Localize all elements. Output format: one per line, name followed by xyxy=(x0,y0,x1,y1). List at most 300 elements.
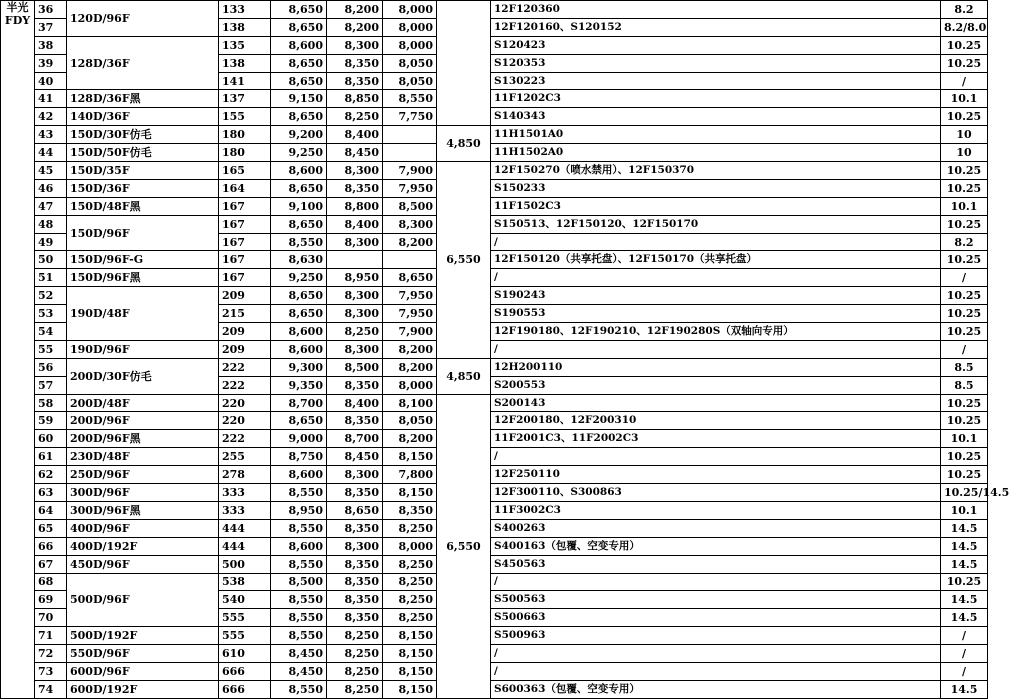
price-c: 7,750 xyxy=(383,108,437,126)
package-weight: 10.25/14.5 xyxy=(941,484,988,502)
price-c xyxy=(383,144,437,162)
table-row xyxy=(1,448,988,466)
batch-numbers: S500563 xyxy=(491,591,941,609)
price-c: 8,200 xyxy=(383,430,437,448)
batch-numbers: 12F120360 xyxy=(491,1,941,19)
table-row xyxy=(1,197,988,215)
row-number: 45 xyxy=(35,162,67,180)
table-row xyxy=(1,251,988,269)
price-b: 8,200 xyxy=(327,1,383,19)
package-weight: 10.25 xyxy=(941,305,988,323)
table-row xyxy=(1,519,988,537)
row-number: 63 xyxy=(35,484,67,502)
price-b: 8,350 xyxy=(327,484,383,502)
price-c: 8,150 xyxy=(383,680,437,698)
price-b: 8,350 xyxy=(327,573,383,591)
price-b: 8,350 xyxy=(327,376,383,394)
price-b: 8,350 xyxy=(327,54,383,72)
table-body xyxy=(1,1,1009,699)
product-spec: 150D/96F-G xyxy=(67,251,219,269)
price-c: 8,150 xyxy=(383,484,437,502)
price-a: 8,550 xyxy=(271,680,327,698)
price-c: 8,500 xyxy=(383,197,437,215)
price-b: 8,350 xyxy=(327,519,383,537)
table-row xyxy=(1,501,988,519)
unit-count: 222 xyxy=(219,376,271,394)
price-a: 9,300 xyxy=(271,358,327,376)
batch-numbers: S600363（包覆、空变专用） xyxy=(491,680,941,698)
price-a: 8,650 xyxy=(271,215,327,233)
batch-numbers: 12F150120（共享托盘）、12F150170（共享托盘） xyxy=(491,251,941,269)
price-b: 8,250 xyxy=(327,108,383,126)
price-c: 8,250 xyxy=(383,609,437,627)
package-weight: 14.5 xyxy=(941,519,988,537)
unit-count: 666 xyxy=(219,680,271,698)
price-a: 9,350 xyxy=(271,376,327,394)
price-c: 8,000 xyxy=(383,18,437,36)
price-c: 8,000 xyxy=(383,376,437,394)
price-a: 8,550 xyxy=(271,555,327,573)
product-spec: 200D/30F仿毛 xyxy=(67,358,219,394)
price-c: 7,800 xyxy=(383,466,437,484)
unit-count: 222 xyxy=(219,358,271,376)
price-a: 8,630 xyxy=(271,251,327,269)
price-c: 8,150 xyxy=(383,448,437,466)
price-c: 8,150 xyxy=(383,645,437,663)
unit-count: 167 xyxy=(219,233,271,251)
price-c: 8,000 xyxy=(383,36,437,54)
batch-numbers: 11H1502A0 xyxy=(491,144,941,162)
price-a: 8,550 xyxy=(271,609,327,627)
package-weight: 10.1 xyxy=(941,197,988,215)
package-weight: 10.25 xyxy=(941,162,988,180)
table-row xyxy=(1,627,988,645)
row-number: 68 xyxy=(35,573,67,591)
row-number: 40 xyxy=(35,72,67,90)
price-a: 8,650 xyxy=(271,54,327,72)
row-number: 60 xyxy=(35,430,67,448)
product-spec: 250D/96F xyxy=(67,466,219,484)
row-number: 36 xyxy=(35,1,67,19)
package-weight: / xyxy=(941,340,988,358)
batch-numbers: / xyxy=(491,573,941,591)
price-b: 8,300 xyxy=(327,287,383,305)
table-row xyxy=(1,555,988,573)
price-b: 8,350 xyxy=(327,591,383,609)
unit-count: 666 xyxy=(219,662,271,680)
product-spec: 500D/96F xyxy=(67,573,219,627)
price-a: 8,600 xyxy=(271,323,327,341)
batch-numbers: 12F150270（喷水禁用）、12F150370 xyxy=(491,162,941,180)
product-spec: 200D/96F xyxy=(67,412,219,430)
batch-numbers: S190243 xyxy=(491,287,941,305)
unit-count: 209 xyxy=(219,340,271,358)
unit-count: 444 xyxy=(219,537,271,555)
price-b: 8,250 xyxy=(327,323,383,341)
price-b: 8,350 xyxy=(327,412,383,430)
row-number: 67 xyxy=(35,555,67,573)
unit-count: 209 xyxy=(219,323,271,341)
package-weight: 10.25 xyxy=(941,323,988,341)
package-weight: 14.5 xyxy=(941,555,988,573)
product-spec: 600D/96F xyxy=(67,662,219,680)
price-a: 8,500 xyxy=(271,573,327,591)
table-row xyxy=(1,340,988,358)
price-b: 8,700 xyxy=(327,430,383,448)
row-number: 66 xyxy=(35,537,67,555)
package-weight: 14.5 xyxy=(941,591,988,609)
price-b: 8,300 xyxy=(327,233,383,251)
unit-count: 155 xyxy=(219,108,271,126)
package-weight: 10.25 xyxy=(941,251,988,269)
table-row xyxy=(1,269,988,287)
price-a: 9,000 xyxy=(271,430,327,448)
price-a: 8,950 xyxy=(271,501,327,519)
product-spec: 150D/35F xyxy=(67,162,219,180)
price-c xyxy=(383,126,437,144)
price-c: 7,900 xyxy=(383,323,437,341)
batch-numbers: S450563 xyxy=(491,555,941,573)
batch-numbers: 12F200180、12F200310 xyxy=(491,412,941,430)
price-c: 8,250 xyxy=(383,519,437,537)
package-weight: 8.2/8.0 xyxy=(941,18,988,36)
table-row xyxy=(1,144,988,162)
price-b: 8,250 xyxy=(327,627,383,645)
row-number: 47 xyxy=(35,197,67,215)
price-a: 8,750 xyxy=(271,448,327,466)
row-number: 73 xyxy=(35,662,67,680)
batch-numbers: S150513、12F150120、12F150170 xyxy=(491,215,941,233)
price-a: 8,600 xyxy=(271,466,327,484)
table-row xyxy=(1,662,988,680)
price-a: 8,650 xyxy=(271,179,327,197)
row-number: 56 xyxy=(35,358,67,376)
price-a: 8,550 xyxy=(271,627,327,645)
package-weight: 10.25 xyxy=(941,412,988,430)
price-a: 9,250 xyxy=(271,144,327,162)
row-number: 54 xyxy=(35,323,67,341)
batch-numbers: 11F1202C3 xyxy=(491,90,941,108)
product-spec: 150D/96F黑 xyxy=(67,269,219,287)
product-spec: 230D/48F xyxy=(67,448,219,466)
unit-count: 165 xyxy=(219,162,271,180)
row-number: 41 xyxy=(35,90,67,108)
unit-count: 215 xyxy=(219,305,271,323)
price-c: 8,250 xyxy=(383,555,437,573)
package-weight: 10.1 xyxy=(941,90,988,108)
package-weight: 10.25 xyxy=(941,36,988,54)
price-c: 8,250 xyxy=(383,591,437,609)
price-c: 8,100 xyxy=(383,394,437,412)
package-weight: 8.2 xyxy=(941,1,988,19)
unit-count: 133 xyxy=(219,1,271,19)
row-number: 44 xyxy=(35,144,67,162)
price-a: 8,650 xyxy=(271,287,327,305)
batch-numbers: 12F190180、12F190210、12F190280S（双轴向专用） xyxy=(491,323,941,341)
unit-count: 555 xyxy=(219,609,271,627)
row-number: 69 xyxy=(35,591,67,609)
row-number: 71 xyxy=(35,627,67,645)
package-weight: 10.25 xyxy=(941,287,988,305)
package-weight: / xyxy=(941,72,988,90)
batch-numbers: S500663 xyxy=(491,609,941,627)
price-a: 8,650 xyxy=(271,108,327,126)
table-row xyxy=(1,287,988,305)
price-a: 8,550 xyxy=(271,591,327,609)
unit-count: 220 xyxy=(219,412,271,430)
table-row xyxy=(1,162,988,180)
price-b: 8,300 xyxy=(327,305,383,323)
unit-count: 555 xyxy=(219,627,271,645)
price-b: 8,450 xyxy=(327,448,383,466)
price-b: 8,350 xyxy=(327,555,383,573)
row-number: 50 xyxy=(35,251,67,269)
unit-count: 222 xyxy=(219,430,271,448)
price-a: 9,200 xyxy=(271,126,327,144)
unit-count: 444 xyxy=(219,519,271,537)
price-b: 8,400 xyxy=(327,126,383,144)
row-number: 55 xyxy=(35,340,67,358)
price-b: 8,300 xyxy=(327,537,383,555)
product-spec: 190D/48F xyxy=(67,287,219,341)
price-b: 8,300 xyxy=(327,340,383,358)
table-row xyxy=(1,126,988,144)
unit-count: 141 xyxy=(219,72,271,90)
price-c: 8,200 xyxy=(383,340,437,358)
price-a: 9,250 xyxy=(271,269,327,287)
batch-numbers: S120423 xyxy=(491,36,941,54)
batch-numbers: S140343 xyxy=(491,108,941,126)
category-label xyxy=(1,1,35,699)
row-number: 39 xyxy=(35,54,67,72)
package-weight: 10.25 xyxy=(941,108,988,126)
price-c: 7,950 xyxy=(383,287,437,305)
group-price: 6,550 xyxy=(437,394,491,698)
product-spec: 600D/192F xyxy=(67,680,219,698)
package-weight: 10.25 xyxy=(941,54,988,72)
package-weight: / xyxy=(941,662,988,680)
unit-count: 333 xyxy=(219,484,271,502)
unit-count: 540 xyxy=(219,591,271,609)
price-b: 8,250 xyxy=(327,645,383,663)
package-weight: / xyxy=(941,645,988,663)
row-number: 72 xyxy=(35,645,67,663)
price-c: 7,950 xyxy=(383,179,437,197)
price-a: 8,550 xyxy=(271,519,327,537)
product-spec: 550D/96F xyxy=(67,645,219,663)
table-row xyxy=(1,36,988,54)
unit-count: 167 xyxy=(219,269,271,287)
product-spec: 150D/96F xyxy=(67,215,219,251)
package-weight: 10.25 xyxy=(941,179,988,197)
package-weight: 8.5 xyxy=(941,376,988,394)
price-a: 8,700 xyxy=(271,394,327,412)
price-c: 8,350 xyxy=(383,501,437,519)
price-c: 8,150 xyxy=(383,662,437,680)
price-c: 8,000 xyxy=(383,1,437,19)
unit-count: 220 xyxy=(219,394,271,412)
batch-numbers: S400163（包覆、空变专用） xyxy=(491,537,941,555)
price-a: 8,550 xyxy=(271,484,327,502)
price-c xyxy=(383,251,437,269)
batch-numbers: S150233 xyxy=(491,179,941,197)
batch-numbers: S130223 xyxy=(491,72,941,90)
product-spec: 190D/96F xyxy=(67,340,219,358)
batch-numbers: / xyxy=(491,448,941,466)
price-c: 8,000 xyxy=(383,537,437,555)
price-a: 8,600 xyxy=(271,162,327,180)
product-spec: 128D/36F xyxy=(67,36,219,90)
package-weight: 14.5 xyxy=(941,609,988,627)
row-number: 42 xyxy=(35,108,67,126)
product-spec: 200D/96F黑 xyxy=(67,430,219,448)
price-a: 9,150 xyxy=(271,90,327,108)
category-line-1: 半光 xyxy=(6,1,29,14)
package-weight: 14.5 xyxy=(941,537,988,555)
row-number: 59 xyxy=(35,412,67,430)
batch-numbers: S500963 xyxy=(491,627,941,645)
row-number: 57 xyxy=(35,376,67,394)
package-weight: 8.5 xyxy=(941,358,988,376)
unit-count: 138 xyxy=(219,54,271,72)
price-b: 8,950 xyxy=(327,269,383,287)
package-weight: 10.25 xyxy=(941,466,988,484)
table-row xyxy=(1,1,988,19)
table-row xyxy=(1,645,988,663)
unit-count: 137 xyxy=(219,90,271,108)
unit-count: 500 xyxy=(219,555,271,573)
package-weight: 10.1 xyxy=(941,501,988,519)
row-number: 51 xyxy=(35,269,67,287)
table-row xyxy=(1,484,988,502)
row-number: 48 xyxy=(35,215,67,233)
product-spec: 128D/36F黑 xyxy=(67,90,219,108)
package-weight: / xyxy=(941,269,988,287)
price-a: 8,650 xyxy=(271,305,327,323)
product-spec: 400D/192F xyxy=(67,537,219,555)
price-a: 8,550 xyxy=(271,233,327,251)
batch-numbers: / xyxy=(491,645,941,663)
price-a: 8,600 xyxy=(271,537,327,555)
product-spec: 300D/96F黑 xyxy=(67,501,219,519)
group-price xyxy=(437,1,491,126)
batch-numbers: 11F3002C3 xyxy=(491,501,941,519)
row-number: 43 xyxy=(35,126,67,144)
price-b: 8,300 xyxy=(327,36,383,54)
price-c: 7,900 xyxy=(383,162,437,180)
batch-numbers: / xyxy=(491,662,941,680)
row-number: 74 xyxy=(35,680,67,698)
price-b: 8,300 xyxy=(327,466,383,484)
group-price: 4,850 xyxy=(437,126,491,162)
price-b: 8,350 xyxy=(327,179,383,197)
price-a: 8,450 xyxy=(271,662,327,680)
unit-count: 180 xyxy=(219,144,271,162)
package-weight: 14.5 xyxy=(941,680,988,698)
batch-numbers: 12F250110 xyxy=(491,466,941,484)
price-a: 8,650 xyxy=(271,1,327,19)
package-weight: 10.25 xyxy=(941,448,988,466)
product-spec: 150D/36F xyxy=(67,179,219,197)
category-line-2: FDY xyxy=(4,14,31,27)
package-weight: 10.25 xyxy=(941,573,988,591)
table-row xyxy=(1,394,988,412)
unit-count: 180 xyxy=(219,126,271,144)
price-c: 8,650 xyxy=(383,269,437,287)
group-price: 6,550 xyxy=(437,162,491,359)
batch-numbers: 11F1502C3 xyxy=(491,197,941,215)
unit-count: 538 xyxy=(219,573,271,591)
row-number: 49 xyxy=(35,233,67,251)
price-b: 8,200 xyxy=(327,18,383,36)
unit-count: 610 xyxy=(219,645,271,663)
package-weight: / xyxy=(941,627,988,645)
price-a: 8,650 xyxy=(271,18,327,36)
price-b: 8,400 xyxy=(327,394,383,412)
price-c: 8,050 xyxy=(383,54,437,72)
batch-numbers: / xyxy=(491,269,941,287)
price-a: 8,650 xyxy=(271,412,327,430)
product-spec: 300D/96F xyxy=(67,484,219,502)
price-b: 8,400 xyxy=(327,215,383,233)
price-a: 8,450 xyxy=(271,645,327,663)
price-c: 8,150 xyxy=(383,627,437,645)
unit-count: 138 xyxy=(219,18,271,36)
table-row xyxy=(1,108,988,126)
package-weight: 10.25 xyxy=(941,394,988,412)
price-c: 8,200 xyxy=(383,358,437,376)
batch-numbers: 12F120160、S120152 xyxy=(491,18,941,36)
product-spec: 150D/48F黑 xyxy=(67,197,219,215)
price-b: 8,350 xyxy=(327,72,383,90)
price-b: 8,300 xyxy=(327,162,383,180)
package-weight: 10 xyxy=(941,126,988,144)
price-b: 8,250 xyxy=(327,662,383,680)
package-weight: 10.25 xyxy=(941,215,988,233)
unit-count: 333 xyxy=(219,501,271,519)
price-c: 8,250 xyxy=(383,573,437,591)
price-b: 8,350 xyxy=(327,609,383,627)
price-a: 9,100 xyxy=(271,197,327,215)
unit-count: 167 xyxy=(219,251,271,269)
price-b: 8,250 xyxy=(327,680,383,698)
product-spec: 500D/192F xyxy=(67,627,219,645)
batch-numbers: 11H1501A0 xyxy=(491,126,941,144)
batch-numbers: 12F300110、S300863 xyxy=(491,484,941,502)
product-spec: 120D/96F xyxy=(67,1,219,37)
batch-numbers: S120353 xyxy=(491,54,941,72)
row-number: 61 xyxy=(35,448,67,466)
batch-numbers: 12H200110 xyxy=(491,358,941,376)
table-row xyxy=(1,537,988,555)
price-c: 7,950 xyxy=(383,305,437,323)
batch-numbers: 11F2001C3、11F2002C3 xyxy=(491,430,941,448)
batch-numbers: S200553 xyxy=(491,376,941,394)
price-a: 8,600 xyxy=(271,36,327,54)
product-spec: 150D/50F仿毛 xyxy=(67,144,219,162)
row-number: 70 xyxy=(35,609,67,627)
table-row xyxy=(1,90,988,108)
row-number: 53 xyxy=(35,305,67,323)
price-c: 8,200 xyxy=(383,233,437,251)
row-number: 37 xyxy=(35,18,67,36)
batch-numbers: S200143 xyxy=(491,394,941,412)
package-weight: 10.1 xyxy=(941,430,988,448)
unit-count: 164 xyxy=(219,179,271,197)
row-number: 64 xyxy=(35,501,67,519)
table-row xyxy=(1,358,988,376)
price-b: 8,500 xyxy=(327,358,383,376)
